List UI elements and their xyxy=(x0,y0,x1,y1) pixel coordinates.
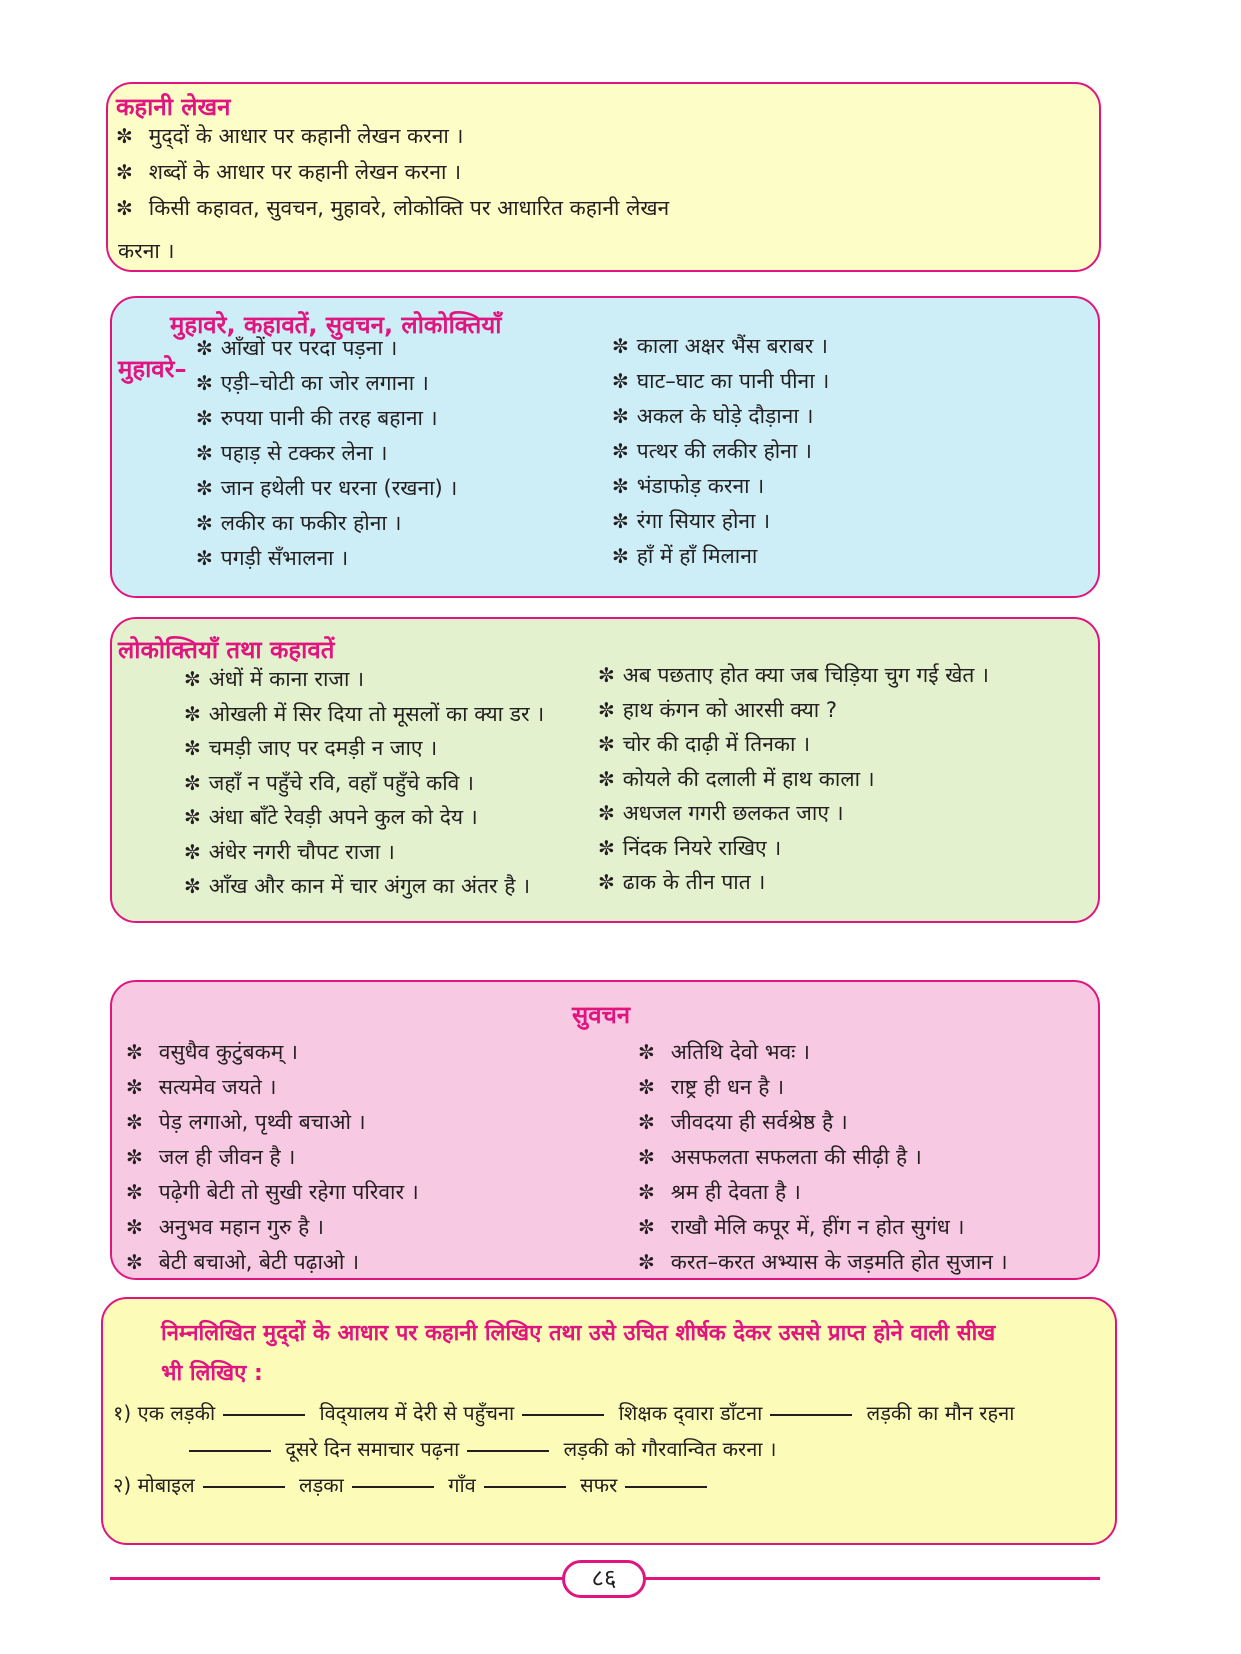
lokokti-item-text: हाथ कंगन को आरसी क्या ? xyxy=(622,697,838,722)
lokokti-item-text: आँख और कान में चार अंगुल का अंतर है । xyxy=(208,874,531,898)
blank-line xyxy=(484,1486,566,1488)
muhavara-item-text: हाँ में हाँ मिलाना xyxy=(636,544,758,568)
suvachan-item-text: राष्ट्र ही धन है । xyxy=(670,1075,785,1099)
suvachan-item-text: पढ़ेगी बेटी तो सुखी रहेगा परिवार । xyxy=(158,1180,419,1204)
star-bullet-icon: ✼ xyxy=(638,1040,655,1064)
suvachan-item xyxy=(638,1252,1008,1273)
star-bullet-icon: ✼ xyxy=(126,1145,143,1169)
lokokti-item xyxy=(598,697,838,722)
lokokti-item-text: ढाक के तीन पात । xyxy=(622,870,766,894)
lokoktiyan-box xyxy=(110,617,1100,923)
suvachan-item-text: अतिथि देवो भवः । xyxy=(670,1040,811,1064)
question-1-line-1 xyxy=(113,1403,1014,1423)
star-bullet-icon: ✼ xyxy=(184,839,201,864)
star-bullet-icon: ✼ xyxy=(612,404,629,428)
lokoktiyan-title: लोकोक्तियाँ तथा कहावतें xyxy=(118,636,335,664)
suvachan-item-text: सत्यमेव जयते । xyxy=(158,1075,277,1099)
star-bullet-icon: ✼ xyxy=(638,1145,655,1169)
muhavara-item xyxy=(612,371,829,392)
muhavara-item xyxy=(612,441,812,462)
suvachan-item xyxy=(638,1217,964,1238)
muhavara-item xyxy=(196,548,348,569)
q2-point-a: मोबाइल xyxy=(137,1473,195,1497)
muhavara-item xyxy=(196,478,457,499)
star-bullet-icon: ✼ xyxy=(196,371,213,395)
muhavara-item xyxy=(196,408,438,429)
star-bullet-icon: ✼ xyxy=(196,476,213,500)
suvachan-item xyxy=(126,1182,419,1203)
kahani-item xyxy=(116,162,461,183)
star-bullet-icon: ✼ xyxy=(126,1180,143,1204)
lokokti-item xyxy=(598,734,810,755)
suvachan-item-text: वसुधैव कुटुंबकम्‌ । xyxy=(158,1040,298,1064)
star-bullet-icon: ✼ xyxy=(612,369,629,393)
kahani-item-text: किसी कहावत, सुवचन, मुहावरे, लोकोक्ति पर आधारित कहानी लेखन xyxy=(148,196,670,220)
star-bullet-icon: ✼ xyxy=(116,124,133,148)
star-bullet-icon: ✼ xyxy=(638,1110,655,1134)
star-bullet-icon: ✼ xyxy=(196,336,213,360)
blank-line xyxy=(203,1486,285,1488)
lokokti-item xyxy=(184,701,545,726)
suvachan-item-text: श्रम ही देवता है । xyxy=(670,1180,801,1204)
suvachan-item xyxy=(126,1252,359,1273)
star-bullet-icon: ✼ xyxy=(126,1215,143,1239)
suvachan-item xyxy=(638,1077,784,1098)
star-bullet-icon: ✼ xyxy=(612,544,629,568)
suvachan-item xyxy=(126,1042,298,1063)
lokokti-item-text: अधजल गगरी छलकत जाए । xyxy=(622,801,844,825)
muhavara-item-text: आँखों पर परदा पड़ना । xyxy=(220,336,398,360)
muhavara-item-text: जान हथेली पर धरना (रखना) । xyxy=(220,476,458,500)
star-bullet-icon: ✼ xyxy=(116,160,133,184)
muhavara-item xyxy=(612,336,828,357)
lokokti-item xyxy=(184,770,474,795)
suvachan-item-text: बेटी बचाओ, बेटी पढ़ाओ । xyxy=(158,1250,360,1274)
star-bullet-icon: ✼ xyxy=(126,1040,143,1064)
suvachan-item-text: करत–करत अभ्यास के जड़मति होत सुजान । xyxy=(670,1250,1008,1274)
blank-line xyxy=(189,1450,271,1452)
suvachan-item-text: पेड़ लगाओ, पृथ्वी बचाओ । xyxy=(158,1110,366,1134)
q1-point-d: लड़की का मौन रहना xyxy=(866,1401,1015,1425)
lokokti-item xyxy=(598,872,765,893)
muhavara-item xyxy=(612,546,757,567)
suvachan-box xyxy=(110,980,1100,1280)
star-bullet-icon: ✼ xyxy=(184,770,201,795)
lokokti-item-text: निंदक नियरे राखिए । xyxy=(622,835,782,860)
muhavara-item xyxy=(612,511,770,532)
lokokti-item xyxy=(598,665,989,686)
star-bullet-icon: ✼ xyxy=(598,697,615,722)
suvachan-title: सुवचन xyxy=(572,1001,631,1029)
muhavara-item-text: पत्थर की लकीर होना । xyxy=(636,439,812,463)
muhavara-item-text: भंडाफोड़ करना । xyxy=(636,474,765,498)
star-bullet-icon: ✼ xyxy=(126,1110,143,1134)
lokokti-item xyxy=(184,839,395,864)
lokokti-item xyxy=(184,876,530,897)
star-bullet-icon: ✼ xyxy=(196,406,213,430)
muhavara-item-text: पहाड़ से टक्कर लेना । xyxy=(220,441,388,465)
q1-point-c: शिक्षक द्‌वारा डाँटना xyxy=(618,1401,763,1425)
muhavara-item xyxy=(196,373,429,394)
muhavara-item-text: घाट–घाट का पानी पीना । xyxy=(636,369,830,393)
suvachan-item xyxy=(638,1147,922,1168)
kahani-item-text: शब्दों के आधार पर कहानी लेखन करना । xyxy=(148,160,462,184)
star-bullet-icon: ✼ xyxy=(612,439,629,463)
star-bullet-icon: ✼ xyxy=(598,801,615,825)
kahani-item xyxy=(116,126,464,147)
star-bullet-icon: ✼ xyxy=(184,667,201,691)
star-bullet-icon: ✼ xyxy=(598,663,615,687)
star-bullet-icon: ✼ xyxy=(612,334,629,358)
lokokti-item-text: अब पछताए होत क्या जब चिड़िया चुग गई खेत । xyxy=(622,663,990,687)
star-bullet-icon: ✼ xyxy=(126,1250,143,1274)
muhavara-item-text: एड़ी–चोटी का जोर लगाना । xyxy=(220,371,429,395)
star-bullet-icon: ✼ xyxy=(638,1215,655,1239)
q2-point-c: गाँव xyxy=(448,1473,476,1497)
q1-point-a: एक लड़की xyxy=(137,1401,216,1425)
star-bullet-icon: ✼ xyxy=(184,736,201,760)
muhavara-item xyxy=(612,476,764,497)
muhavare-title: मुहावरे, कहावतें, सुवचन, लोकोक्तियाँ xyxy=(170,311,502,339)
lokokti-item-text: चोर की दाढ़ी में तिनका । xyxy=(622,732,811,756)
blank-line xyxy=(522,1414,604,1416)
muhavare-label: मुहावरे– xyxy=(118,355,187,383)
star-bullet-icon: ✼ xyxy=(196,511,213,535)
star-bullet-icon: ✼ xyxy=(184,874,201,898)
lokokti-item-text: अंधा बाँटे रेवड़ी अपने कुल को देय । xyxy=(208,805,478,829)
lokokti-item xyxy=(598,803,844,824)
q1-point-b: विद्‌यालय में देरी से पहुँचना xyxy=(319,1401,515,1425)
suvachan-item-text: जीवदया ही सर्वश्रेष्ठ है । xyxy=(670,1110,848,1134)
star-bullet-icon: ✼ xyxy=(598,835,615,860)
muhavara-item xyxy=(612,406,813,427)
star-bullet-icon: ✼ xyxy=(638,1075,655,1099)
muhavara-item-text: अकल के घोड़े दौड़ाना । xyxy=(636,404,814,428)
kahani-box xyxy=(106,82,1101,272)
kahani-item xyxy=(116,198,669,219)
suvachan-item xyxy=(126,1112,366,1133)
q1-point-e: दूसरे दिन समाचार पढ़ना xyxy=(285,1437,460,1461)
star-bullet-icon: ✼ xyxy=(196,441,213,465)
exercise-box xyxy=(101,1297,1117,1545)
question-1-number: १) xyxy=(113,1401,132,1425)
star-bullet-icon: ✼ xyxy=(638,1180,655,1204)
star-bullet-icon: ✼ xyxy=(598,732,615,756)
star-bullet-icon: ✼ xyxy=(612,474,629,498)
suvachan-item xyxy=(126,1147,295,1168)
question-2-number: २) xyxy=(113,1473,132,1497)
lokokti-item-text: अंधों में काना राजा । xyxy=(208,667,365,691)
muhavara-item-text: रंगा सियार होना । xyxy=(636,509,771,533)
suvachan-item-text: अनुभव महान गुरु है । xyxy=(158,1215,324,1239)
muhavara-item-text: रुपया पानी की तरह बहाना । xyxy=(220,406,438,430)
lokokti-item-text: चमड़ी जाए पर दमड़ी न जाए । xyxy=(208,736,438,760)
question-1-line-2 xyxy=(181,1439,776,1459)
lokokti-item-text: कोयले की दलाली में हाथ काला । xyxy=(622,766,875,791)
kahani-item-text: मुद्‌दों के आधार पर कहानी लेखन करना । xyxy=(148,124,464,148)
star-bullet-icon: ✼ xyxy=(184,805,201,829)
page-number: ८६ xyxy=(562,1560,646,1598)
q2-point-d: सफर xyxy=(580,1473,618,1497)
star-bullet-icon: ✼ xyxy=(116,196,133,220)
lokokti-item xyxy=(598,835,782,860)
q2-point-b: लड़का xyxy=(299,1473,344,1497)
blank-line xyxy=(625,1486,707,1488)
star-bullet-icon: ✼ xyxy=(126,1075,143,1099)
star-bullet-icon: ✼ xyxy=(598,766,615,791)
muhavara-item xyxy=(196,443,387,464)
blank-line xyxy=(352,1486,434,1488)
muhavare-box xyxy=(110,296,1100,598)
muhavara-item-text: काला अक्षर भैंस बराबर । xyxy=(636,334,828,358)
star-bullet-icon: ✼ xyxy=(196,546,213,570)
suvachan-item xyxy=(638,1182,801,1203)
muhavara-item xyxy=(196,338,397,359)
blank-line xyxy=(770,1414,852,1416)
blank-line xyxy=(223,1414,305,1416)
lokokti-item-text: ओखली में सिर दिया तो मूसलों का क्या डर । xyxy=(208,701,545,726)
suvachan-item xyxy=(638,1112,848,1133)
exercise-instruction-1: निम्नलिखित मुद्‌दों के आधार पर कहानी लिखिए तथा उसे उचित शीर्षक देकर उससे प्राप्त होने वाली सीख xyxy=(161,1321,996,1346)
muhavara-item-text: पगड़ी सँभालना । xyxy=(220,546,349,570)
q1-point-f: लड़की को गौरवान्वित करना । xyxy=(563,1437,777,1461)
suvachan-item-text: असफलता सफलता की सीढ़ी है । xyxy=(670,1145,922,1169)
kahani-title: कहानी लेखन xyxy=(116,93,231,121)
suvachan-item xyxy=(126,1217,324,1238)
lokokti-item xyxy=(184,738,437,759)
suvachan-item xyxy=(126,1077,277,1098)
muhavara-item-text: लकीर का फकीर होना । xyxy=(220,511,402,535)
star-bullet-icon: ✼ xyxy=(184,701,201,726)
suvachan-item-text: राखौ मेलि कपूर में, हींग न होत सुगंध । xyxy=(670,1215,965,1239)
kahani-continuation: करना । xyxy=(118,239,175,263)
lokokti-item xyxy=(598,766,875,791)
lokokti-item xyxy=(184,669,364,690)
exercise-instruction-2: भी लिखिए : xyxy=(161,1361,263,1386)
lokokti-item-text: अंधेर नगरी चौपट राजा । xyxy=(208,839,395,864)
blank-line xyxy=(467,1450,549,1452)
star-bullet-icon: ✼ xyxy=(598,870,615,894)
lokokti-item xyxy=(184,807,478,828)
question-2 xyxy=(113,1475,715,1495)
star-bullet-icon: ✼ xyxy=(612,509,629,533)
suvachan-item xyxy=(638,1042,810,1063)
star-bullet-icon: ✼ xyxy=(638,1250,655,1274)
suvachan-item-text: जल ही जीवन है । xyxy=(158,1145,296,1169)
muhavara-item xyxy=(196,513,401,534)
lokokti-item-text: जहाँ न पहुँचे रवि, वहाँ पहुँचे कवि । xyxy=(208,770,474,795)
